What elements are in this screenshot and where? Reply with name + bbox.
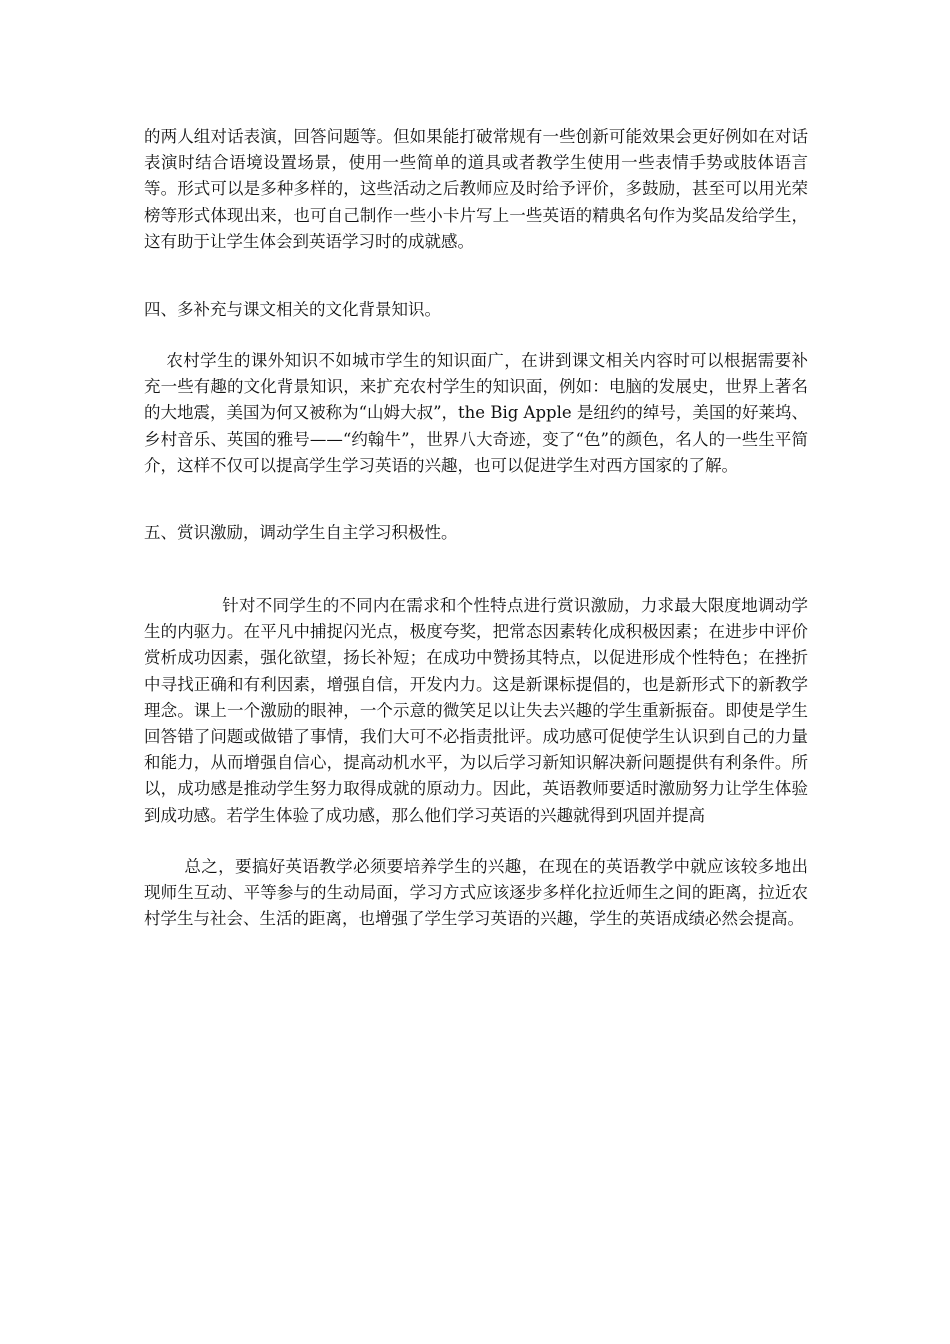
paragraph-conclusion-text: 总之，要搞好英语教学必须要培养学生的兴趣，在现在的英语教学中就应该较多地出现师生互动、平等参与的生动局面，学习方式应该逐步多样化拉近师生之间的距离，拉近农村学生与社会、生活的距离，也增强了学生学习英语的兴趣，学生的英语成绩必然会提高。 — [144, 857, 808, 929]
paragraph-cultural-background-text: 农村学生的课外知识不如城市学生的知识面广，在讲到课文相关内容时可以根据需要补充一些有趣的文化背景知识，来扩充农村学生的知识面，例如：电脑的发展史，世界上著名的大地震，美国为何又被称为“山姆大叔”，the Big Apple 是纽约的绰号，美国的好莱坞、乡村音乐、英国的雅号——“约翰牛”，世界八大奇迹，变了“色”的颜色，名人的一些生平简介，这样不仅可以提高学生学习英语的兴趣，也可以促进学生对西方国家的了解。 — [144, 351, 808, 475]
paragraph-appreciation-encouragement-text: 针对不同学生的不同内在需求和个性特点进行赏识激励，力求最大限度地调动学生的内驱力。在平凡中捕捉闪光点，极度夸奖，把常态因素转化成积极因素；在进步中评价赏析成功因素，强化欲望，扬长补短；在成功中赞扬其特点，以促进形成个性特色；在挫折中寻找正确和有利因素，增强自信，开发内力。这是新课标提倡的，也是新形式下的新教学理念。课上一个激励的眼神，一个示意的微笑足以让失去兴趣的学生重新振奋。即使是学生回答错了问题或做错了事情，我们大可不必指责批评。成功感可促使学生认识到自己的力量和能力，从而增强自信心，提高动机水平，为以后学习新知识解决新问题提供有利条件。所以，成功感是推动学生努力取得成就的原动力。因此，英语教师要适时激励努力让学生体验到成功感。若学生体验了成功感，那么他们学习英语的兴趣就得到巩固并提高 — [144, 596, 808, 825]
section-heading-four: 四、多补充与课文相关的文化背景知识。 — [144, 300, 441, 319]
paragraph-cultural-background — [144, 348, 808, 479]
paragraph-appreciation-encouragement — [144, 593, 808, 829]
paragraph-conclusion — [144, 854, 808, 933]
section-heading-five: 五、赏识激励，调动学生自主学习积极性。 — [144, 523, 458, 542]
paragraph-dialogue-performance: 的两人组对话表演，回答问题等。但如果能打破常规有一些创新可能效果会更好例如在对话表演时结合语境设置场景，使用一些简单的道具或者教学生使用一些表情手势或肢体语言等。形式可以是多种多样的，这些活动之后教师应及时给予评价，多鼓励，甚至可以用光荣榜等形式体现出来，也可自己制作一些小卡片写上一些英语的精典名句作为奖品发给学生，这有助于让学生体会到英语学习时的成就感。 — [144, 127, 808, 251]
